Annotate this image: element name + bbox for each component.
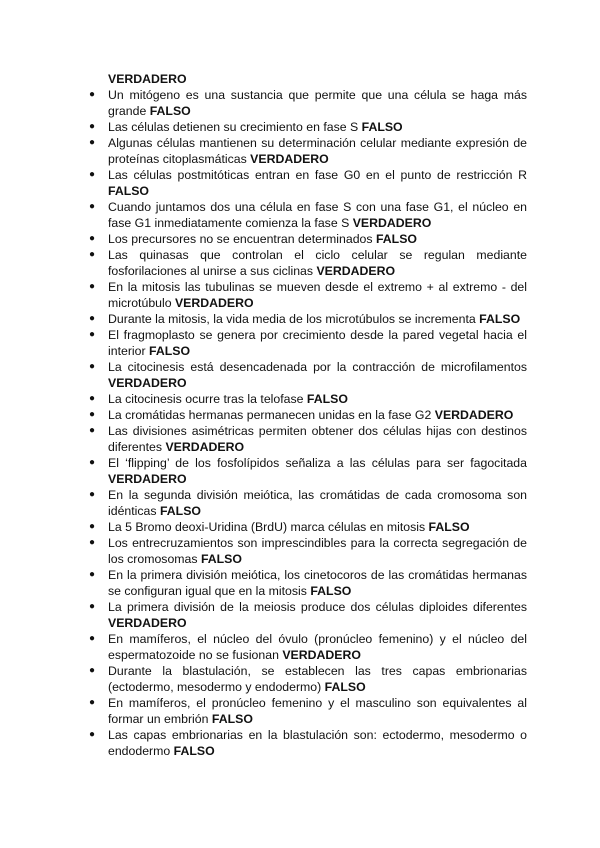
list-item	[89, 311, 527, 327]
answer-label: FALSO	[479, 312, 521, 326]
true-false-list	[89, 87, 527, 759]
content-area	[89, 71, 527, 759]
statement-text: Un mitógeno es una sustancia que permite que una célula se haga más grande	[108, 88, 527, 118]
bullet-icon: ●	[89, 697, 96, 708]
answer-label: VERDADERO	[108, 616, 187, 630]
list-item	[89, 631, 527, 663]
bullet-icon: ●	[89, 569, 96, 580]
statement-text: La citocinesis ocurre tras la telofase	[108, 392, 304, 406]
answer-label: VERDADERO	[316, 264, 396, 278]
statement-text: Durante la mitosis, la vida media de los microtúbulos se incrementa	[108, 312, 476, 326]
statement-text: La citocinesis está desencadenada por la contracción de microfilamentos	[108, 360, 527, 374]
answer-label: FALSO	[200, 552, 242, 566]
statement-text: En la mitosis las tubulinas se mueven desde el extremo + al extremo - del microtúbulo	[108, 280, 527, 310]
continued-answer	[89, 71, 527, 87]
statement-text: Las células postmitóticas entran en fase G0 en el punto de restricción R	[108, 168, 527, 182]
statement-text: En la primera división meiótica, los cinetocoros de las cromátidas hermanas se configuran igual que en la mitosis	[108, 568, 527, 598]
answer-label: FALSO	[108, 184, 149, 198]
bullet-icon: ●	[89, 425, 96, 436]
answer-verdadero: VERDADERO	[108, 72, 187, 86]
bullet-icon: ●	[89, 281, 96, 292]
statement-text: Las divisiones asimétricas permiten obtener dos células hijas con destinos diferentes	[108, 424, 527, 454]
answer-label: FALSO	[428, 520, 470, 534]
bullet-icon: ●	[89, 457, 96, 468]
answer-label: VERDADERO	[250, 152, 329, 166]
bullet-icon: ●	[89, 313, 96, 324]
bullet-icon: ●	[89, 249, 96, 260]
list-item	[89, 519, 527, 535]
statement-text: Las células detienen su crecimiento en fase S	[108, 120, 359, 134]
list-item	[89, 391, 527, 407]
statement-text: Algunas células mantienen su determinación celular mediante expresión de proteínas citoplasmáticas	[108, 136, 527, 166]
list-item	[89, 407, 527, 423]
bullet-icon: ●	[89, 121, 96, 132]
answer-label: VERDADERO	[108, 472, 187, 486]
answer-label: VERDADERO	[434, 408, 514, 422]
bullet-icon: ●	[89, 137, 96, 148]
answer-label: FALSO	[149, 344, 191, 358]
statement-text: Las capas embrionarias en la blastulación son: ectodermo, mesodermo o endodermo	[108, 728, 527, 758]
bullet-icon: ●	[89, 361, 96, 372]
list-item	[89, 231, 527, 247]
list-item	[89, 599, 527, 631]
answer-label: FALSO	[310, 584, 352, 598]
list-item	[89, 567, 527, 599]
bullet-icon: ●	[89, 393, 96, 404]
statement-text: La cromátidas hermanas permanecen unidas en la fase G2	[108, 408, 432, 422]
answer-label: FALSO	[149, 104, 191, 118]
answer-label: VERDADERO	[108, 376, 187, 390]
bullet-icon: ●	[89, 729, 96, 740]
statement-text: Los entrecruzamientos son imprescindibles para la correcta segregación de los cromosomas	[108, 536, 527, 566]
bullet-icon: ●	[89, 89, 96, 100]
answer-label: FALSO	[173, 744, 215, 758]
list-item	[89, 487, 527, 519]
bullet-icon: ●	[89, 521, 96, 532]
statement-text: Durante la blastulación, se establecen las tres capas embrionarias (ectodermo, mesodermo y endodermo)	[108, 664, 527, 694]
answer-label: FALSO	[306, 392, 348, 406]
statement-text: Cuando juntamos dos una célula en fase S con una fase G1, el núcleo en fase G1 inmediatamente comienza la fase S	[108, 200, 527, 230]
list-item	[89, 455, 527, 487]
answer-label: VERDADERO	[165, 440, 245, 454]
statement-text: La primera división de la meiosis produce dos células diploides diferentes	[108, 600, 527, 614]
bullet-icon: ●	[89, 233, 96, 244]
bullet-icon: ●	[89, 201, 96, 212]
bullet-icon: ●	[89, 169, 96, 180]
list-item	[89, 327, 527, 359]
answer-label: VERDADERO	[282, 648, 361, 662]
answer-label: VERDADERO	[352, 216, 432, 230]
list-item	[89, 119, 527, 135]
statement-text: Los precursores no se encuentran determinados	[108, 232, 373, 246]
bullet-icon: ●	[89, 537, 96, 548]
statement-text: En mamíferos, el núcleo del óvulo (pronúcleo femenino) y el núcleo del espermatozoide no se fusionan	[108, 632, 527, 662]
answer-label: FALSO	[211, 712, 253, 726]
list-item	[89, 663, 527, 695]
statement-text: En la segunda división meiótica, las cromátidas de cada cromosoma son idénticas	[108, 488, 527, 518]
list-item	[89, 535, 527, 567]
list-item	[89, 87, 527, 119]
statement-text: El ‘flipping’ de los fosfolípidos señaliza a las células para ser fagocitada	[108, 456, 527, 470]
bullet-icon: ●	[89, 633, 96, 644]
statement-text: Las quinasas que controlan el ciclo celular se regulan mediante fosforilaciones al unirse a sus ciclinas	[108, 248, 527, 278]
statement-text: La 5 Bromo deoxi-Uridina (BrdU) marca células en mitosis	[108, 520, 426, 534]
answer-label: FALSO	[324, 680, 366, 694]
statement-text: En mamíferos, el pronúcleo femenino y el masculino son equivalentes al formar un embrión	[108, 696, 527, 726]
list-item	[89, 167, 527, 199]
bullet-icon: ●	[89, 329, 96, 340]
list-item	[89, 247, 527, 279]
bullet-icon: ●	[89, 409, 96, 420]
statement-text: El fragmoplasto se genera por crecimiento desde la pared vegetal hacia el interior	[108, 328, 527, 358]
bullet-icon: ●	[89, 601, 96, 612]
bullet-icon: ●	[89, 665, 96, 676]
list-item	[89, 423, 527, 455]
list-item	[89, 199, 527, 231]
answer-label: FALSO	[361, 120, 403, 134]
answer-label: FALSO	[375, 232, 417, 246]
answer-label: VERDADERO	[174, 296, 254, 310]
list-item	[89, 359, 527, 391]
list-item	[89, 135, 527, 167]
list-item	[89, 727, 527, 759]
list-item	[89, 695, 527, 727]
list-item	[89, 279, 527, 311]
answer-label: FALSO	[159, 504, 201, 518]
bullet-icon: ●	[89, 489, 96, 500]
